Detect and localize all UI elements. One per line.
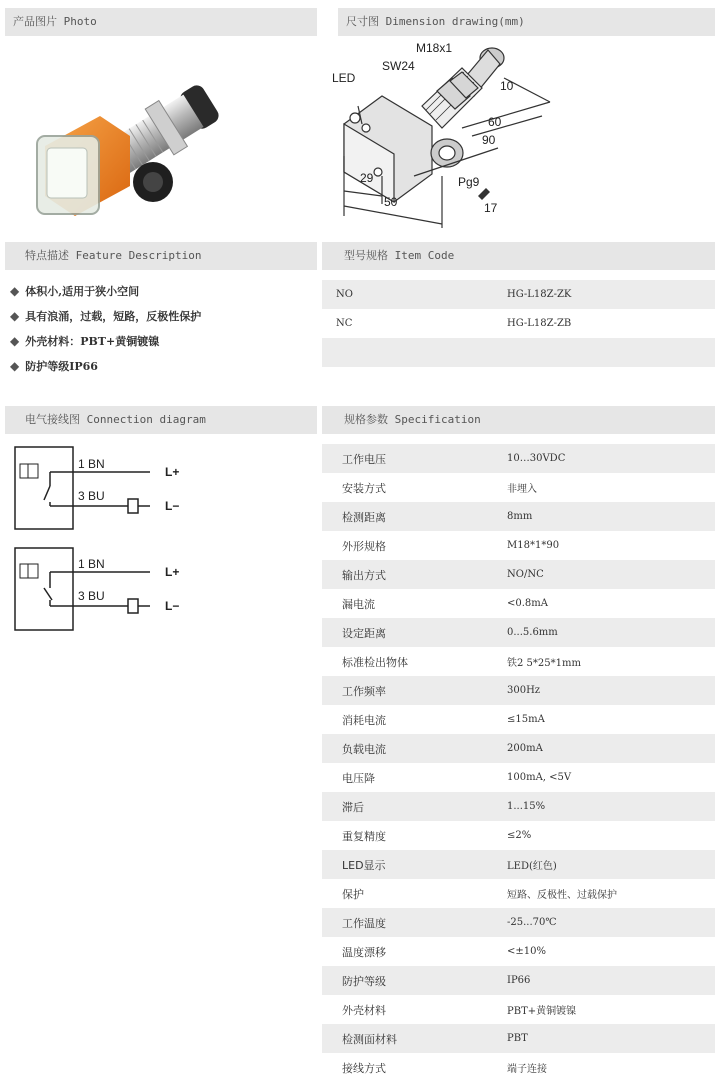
dim-led-label: LED	[332, 71, 356, 85]
dim-17-label: 17	[484, 201, 498, 215]
dim-60-label: 60	[488, 115, 502, 129]
feature-item: ◆ 防护等级IP66	[10, 358, 98, 373]
table-row: 负载电流 200mA	[322, 734, 715, 763]
dimension-header	[338, 8, 715, 36]
dimension-drawing	[322, 36, 715, 240]
wire-3bu-label: 3 BU	[78, 489, 105, 503]
table-row: 工作频率 300Hz	[322, 676, 715, 705]
dim-90-label: 90	[482, 133, 496, 147]
wire-3bu-label: 3 BU	[78, 589, 105, 603]
table-row: NC HG-L18Z-ZB	[336, 318, 572, 329]
table-row: 温度漂移 <±10%	[342, 945, 546, 959]
table-row: 消耗电流 ≤15mA	[342, 713, 545, 727]
photo-header	[5, 8, 317, 36]
table-row: 标准检出物体 铁2 5*25*1mm	[342, 655, 581, 669]
table-row: NO HG-L18Z-ZK	[322, 280, 715, 309]
product-photo	[5, 36, 317, 240]
dimension-header-label: 尺寸图 Dimension drawing(mm)	[346, 15, 525, 28]
spec-header	[322, 406, 715, 434]
dim-29-label: 29	[360, 171, 374, 185]
terminal-minus-label: L−	[165, 599, 180, 613]
dim-thread-label: M18x1	[416, 41, 453, 55]
table-row: 检测面材料 PBT	[322, 1024, 715, 1053]
table-row: 漏电流 <0.8mA	[342, 597, 548, 611]
terminal-plus-label: L+	[165, 465, 180, 479]
feature-item: ◆ 外壳材料：PBT+黄铜镀镍	[10, 333, 160, 348]
feature-header-label: 特点描述 Feature Description	[25, 249, 202, 262]
table-row: 输出方式 NO/NC	[322, 560, 715, 589]
diamond-bullet-icon: ◆	[10, 308, 20, 323]
spec-table	[322, 444, 715, 1082]
dim-50-label: 50	[384, 195, 398, 209]
spec-header-label: 规格参数 Specification	[344, 413, 481, 426]
table-row	[322, 338, 715, 367]
table-row: 防护等级 IP66	[322, 966, 715, 995]
table-row: 安装方式 非埋入	[342, 481, 537, 495]
item-code-header	[322, 242, 715, 270]
table-row: LED显示 LED(红色)	[322, 850, 715, 879]
terminal-minus-label: L−	[165, 499, 180, 513]
table-row: 工作温度 -25...70℃	[322, 908, 715, 937]
diamond-bullet-icon: ◆	[10, 333, 20, 348]
table-row: 外壳材料 PBT+黄铜镀镍	[342, 1003, 577, 1017]
diamond-bullet-icon: ◆	[10, 283, 20, 298]
table-row: 滞后 1...15%	[322, 792, 715, 821]
item-code-header-label: 型号规格 Item Code	[344, 249, 455, 262]
feature-list	[10, 278, 310, 378]
dim-pg9-label: Pg9	[458, 175, 480, 189]
photo-header-label: 产品图片 Photo	[13, 15, 97, 28]
connection-header	[5, 406, 317, 434]
table-row: 重复精度 ≤2%	[342, 829, 532, 843]
connection-header-label: 电气接线图 Connection diagram	[25, 413, 206, 426]
table-row: 外形规格 M18*1*90	[342, 539, 560, 553]
table-row: 保护 短路、反极性、过载保护	[342, 887, 617, 901]
feature-item: ◆ 具有浪涌，过载，短路，反极性保护	[10, 308, 202, 323]
table-row: 电压降 100mA, <5V	[342, 771, 572, 785]
dim-wrench-label: SW24	[382, 59, 415, 73]
dim-10-label: 10	[500, 79, 514, 93]
table-row: 接线方式 端子连接	[342, 1061, 547, 1075]
diamond-bullet-icon: ◆	[10, 358, 20, 373]
wire-1bn-label: 1 BN	[78, 457, 105, 471]
table-row: 检测距离 8mm	[322, 502, 715, 531]
feature-item: ◆ 体积小,适用于狭小空间	[10, 283, 140, 298]
table-row: 工作电压 10…30VDC	[322, 444, 715, 473]
feature-header	[5, 242, 317, 270]
terminal-plus-label: L+	[165, 565, 180, 579]
table-row: 设定距离 0...5.6mm	[322, 618, 715, 647]
wire-1bn-label: 1 BN	[78, 557, 105, 571]
item-code-table	[322, 280, 715, 367]
connection-diagram	[10, 442, 310, 642]
